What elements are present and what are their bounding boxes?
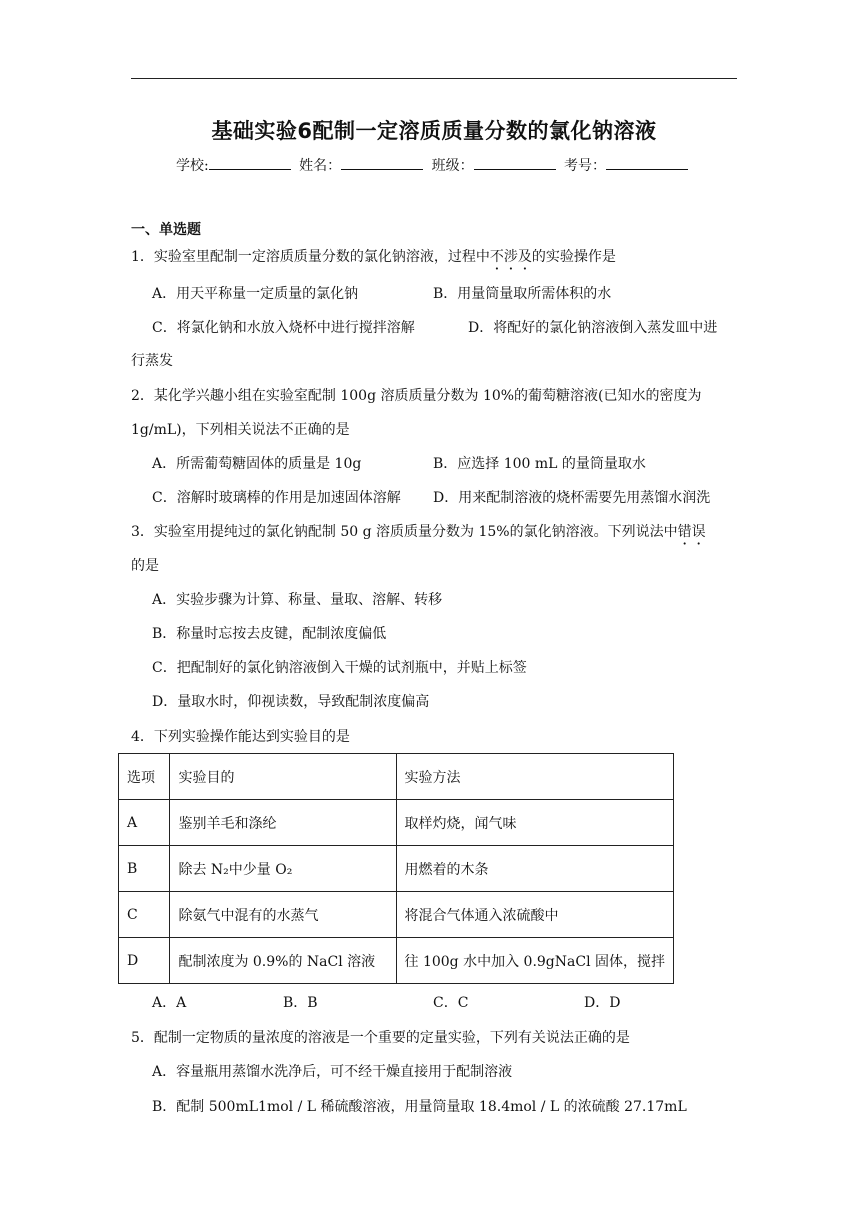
q2-option-a: A．所需葡萄糖固体的质量是 10g (152, 456, 362, 472)
class-label: 班级： (431, 158, 474, 174)
table-header-row (119, 754, 674, 800)
name-label: 姓名： (299, 158, 342, 174)
page-title: 基础实验6配制一定溶质质量分数的氯化钠溶液 (211, 119, 657, 143)
table-cell: B (119, 846, 170, 892)
emphasis-char: 误 (691, 524, 706, 540)
table-header-cell: 实验目的 (170, 754, 396, 800)
q4-options-table (118, 753, 674, 984)
table-row (119, 800, 674, 846)
q4-stem: 4．下列实验操作能达到实验目的是 (131, 729, 350, 745)
q3-option-a: A．实验步骤为计算、称量、量取、溶解、转移 (152, 592, 443, 608)
table-cell: 除氨气中混有的水蒸气 (170, 892, 396, 938)
q4-option-a: A．A (152, 995, 187, 1011)
emphasis-char: 不 (489, 249, 504, 265)
q5-option-a: A．容量瓶用蒸馏水洗净后，可不经干燥直接用于配制溶液 (152, 1064, 513, 1080)
q1-stem-start: 1．实验室里配制一定溶质质量分数的氯化钠溶液，过程中 (131, 249, 490, 265)
name-blank (341, 157, 423, 170)
table-cell: 鉴别羊毛和涤纶 (170, 800, 396, 846)
school-label: 学校: (175, 158, 209, 174)
table-row (119, 938, 674, 984)
table-header-cell: 实验方法 (396, 754, 674, 800)
exam-no-label: 考号： (564, 158, 607, 174)
q3-option-c: C．把配制好的氯化钠溶液倒入干燥的试剂瓶中，并贴上标签 (152, 660, 527, 676)
exam-no-blank (606, 157, 688, 170)
q3-stem-start: 3．实验室用提纯过的氯化钠配制 50 g 溶质质量分数为 15%的氯化钠溶液。下列说法中 (131, 524, 678, 540)
q4-option-c: C．C (433, 995, 469, 1011)
table-cell: 往 100g 水中加入 0.9gNaCl 固体，搅拌 (396, 938, 674, 984)
table-row (119, 892, 674, 938)
q3-option-d: D．量取水时，仰视读数，导致配制浓度偏高 (152, 694, 430, 710)
table-cell: 将混合气体通入浓硫酸中 (396, 892, 674, 938)
q1-stem-end: 的实验操作是 (531, 249, 616, 265)
table-row (119, 846, 674, 892)
q2-stem-line2: 1g/mL)，下列相关说法不正确的是 (131, 422, 350, 438)
q4-option-b: B．B (283, 995, 318, 1011)
q5-option-b: B．配制 500mL1mol / L 稀硫酸溶液，用量筒量取 18.4mol / L 的浓硫酸 27.17mL (152, 1099, 687, 1115)
header-rule (131, 78, 737, 79)
q3-option-b: B．称量时忘按去皮键，配制浓度偏低 (152, 626, 387, 642)
q1-option-d: D．将配好的氯化钠溶液倒入蒸发皿中进 (468, 320, 718, 336)
q4-option-d: D．D (584, 995, 621, 1011)
emphasis-char: 错 (677, 524, 692, 540)
table-cell: 取样灼烧，闻气味 (396, 800, 674, 846)
table-cell: 用燃着的木条 (396, 846, 674, 892)
table-cell: D (119, 938, 170, 984)
q3-stem-line2: 的是 (131, 558, 159, 574)
q3-stem-line1 (131, 523, 706, 541)
table-cell: A (119, 800, 170, 846)
q1-stem (131, 248, 616, 266)
q5-stem: 5．配制一定物质的量浓度的溶液是一个重要的定量实验，下列有关说法正确的是 (131, 1030, 630, 1046)
q1-option-a: A．用天平称量一定质量的氯化钠 (152, 286, 359, 302)
school-blank (209, 157, 291, 170)
q2-option-b: B．应选择 100 mL 的量筒量取水 (433, 456, 646, 472)
class-blank (474, 157, 556, 170)
q1-option-b: B．用量筒量取所需体积的水 (433, 286, 612, 302)
q1-option-c: C．将氯化钠和水放入烧杯中进行搅拌溶解 (152, 320, 415, 336)
table-cell: C (119, 892, 170, 938)
q2-option-d: D．用来配制溶液的烧杯需要先用蒸馏水润洗 (433, 490, 711, 506)
q1-option-d-cont: 行蒸发 (131, 353, 173, 369)
table-header-cell: 选项 (119, 754, 170, 800)
section-heading: 一、单选题 (131, 222, 201, 238)
q2-option-c: C．溶解时玻璃棒的作用是加速固体溶解 (152, 490, 401, 506)
emphasis-char: 涉 (503, 249, 518, 265)
table-cell: 除去 N₂中少量 O₂ (170, 846, 396, 892)
table-cell: 配制浓度为 0.9%的 NaCl 溶液 (170, 938, 396, 984)
student-info-line (0, 155, 868, 175)
q2-stem-line1: 2．某化学兴趣小组在实验室配制 100g 溶质质量分数为 10%的葡萄糖溶液(已知水的密度为 (131, 388, 702, 404)
emphasis-char: 及 (517, 249, 532, 265)
